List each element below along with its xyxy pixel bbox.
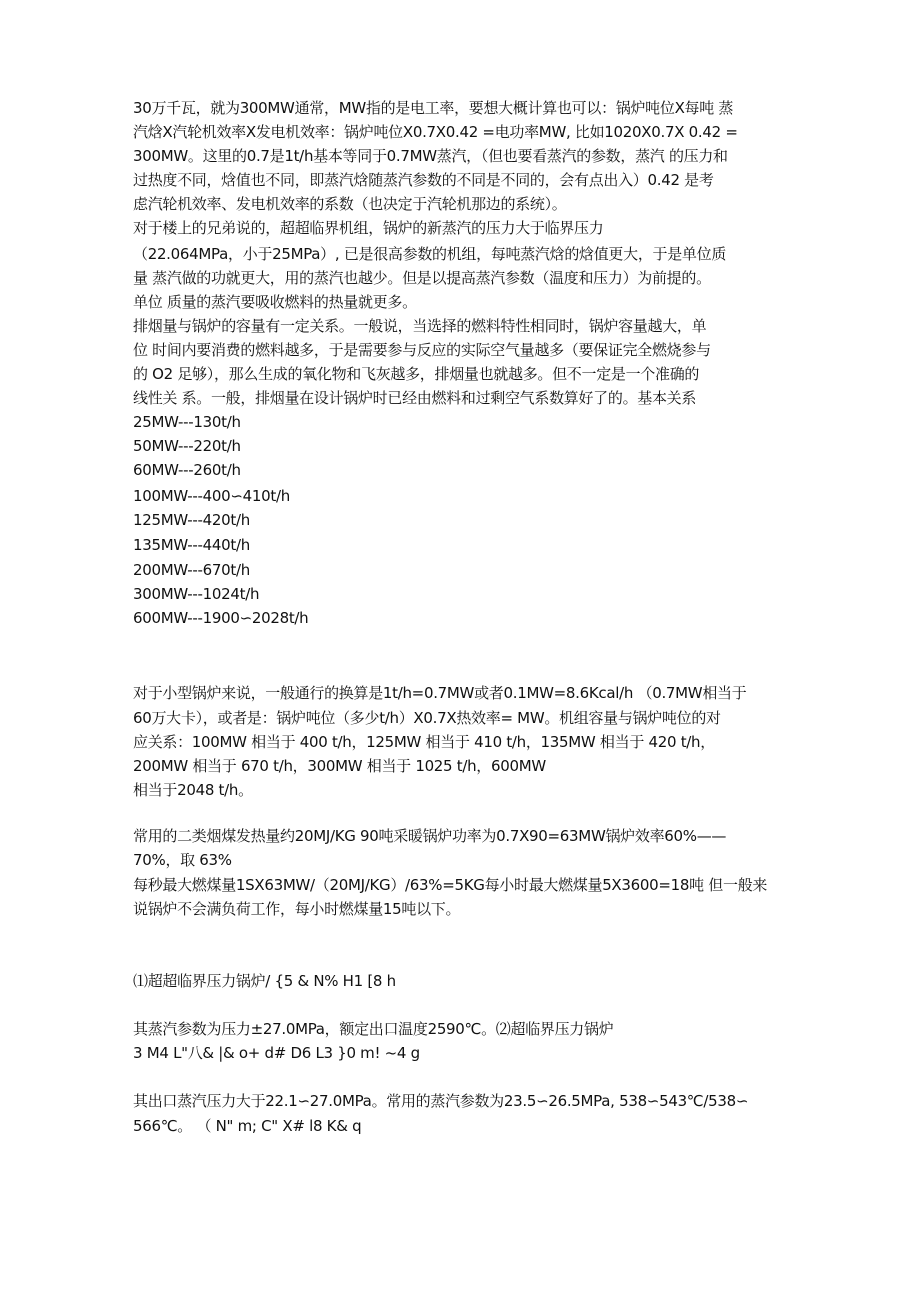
paragraph-coal-line: 每秒最大燃煤量1SX63MW/（20MJ/KG）/63%=5KG每小时最大燃煤量5X3600=18吨 但一般来 xyxy=(133,876,768,894)
capacity-list-line: 135MW---440t/h xyxy=(133,536,250,554)
paragraph-supercritical-params-line: 566℃。 （ N" m; C" X# l8 K& q xyxy=(133,1117,362,1135)
paragraph-supercritical-line: （22.064MPa，小于25MPa）, 已是很高参数的机组，每吨蒸汽焓的焓值更大，于是单位质 xyxy=(133,245,727,263)
paragraph-small-boiler-line: 应关系：100MW 相当于 400 t/h，125MW 相当于 410 t/h，135MW 相当于 420 t/h， xyxy=(133,733,715,751)
paragraph-small-boiler-line: 相当于2048 t/h。 xyxy=(133,781,253,799)
paragraph-coal-line: 说锅炉不会满负荷工作，每小时燃煤量15吨以下。 xyxy=(133,900,461,918)
paragraph-supercritical-line: 对于楼上的兄弟说的，超超临界机组，锅炉的新蒸汽的压力大于临界压力 xyxy=(133,219,604,237)
paragraph-supercritical-line: 单位 质量的蒸汽要吸收燃料的热量就更多。 xyxy=(133,293,417,311)
paragraph-power-calculation-line: 300MW。这里的0.7是1t/h基本等同于0.7MW蒸汽，（但也要看蒸汽的参数，蒸汽 的压力和 xyxy=(133,147,728,165)
capacity-list-line: 50MW---220t/h xyxy=(133,437,241,455)
heading-ultra-supercritical-line: ⑴超超临界压力锅炉/ {5 & N% H1 [8 h xyxy=(133,972,396,990)
paragraph-power-calculation-line: 汽焓X汽轮机效率X发电机效率：锅炉吨位X0.7X0.42 =电功率MW, 比如1020X0.7X 0.42 = xyxy=(133,123,738,141)
paragraph-supercritical-line: 量 蒸汽做的功就更大，用的蒸汽也越少。但是以提高蒸汽参数（温度和压力）为前提的。 xyxy=(133,269,711,287)
paragraph-flue-gas-line: 位 时间内要消费的燃料越多，于是需要参与反应的实际空气量越多（要保证完全燃烧参与 xyxy=(133,341,711,359)
capacity-list-line: 60MW---260t/h xyxy=(133,461,241,479)
paragraph-small-boiler-line: 60万大卡），或者是：锅炉吨位（多少t/h）X0.7X热效率= MW。机组容量与锅炉吨位的对 xyxy=(133,709,721,727)
capacity-list-line: 25MW---130t/h xyxy=(133,413,241,431)
paragraph-power-calculation-line: 过热度不同，焓值也不同，即蒸汽焓随蒸汽参数的不同是不同的，会有点出入）0.42 是考 xyxy=(133,171,714,189)
capacity-list-line: 200MW---670t/h xyxy=(133,561,250,579)
paragraph-small-boiler-line: 对于小型锅炉来说，一般通行的换算是1t/h=0.7MW或者0.1MW=8.6Kcal/h （0.7MW相当于 xyxy=(133,684,747,702)
paragraph-coal-line: 70%，取 63% xyxy=(133,851,232,869)
capacity-list-line: 125MW---420t/h xyxy=(133,511,250,529)
paragraph-small-boiler-line: 200MW 相当于 670 t/h，300MW 相当于 1025 t/h，600MW xyxy=(133,757,546,775)
paragraph-supercritical-params-line: 其出口蒸汽压力大于22.1∽27.0MPa。常用的蒸汽参数为23.5∽26.5MPa, 538∽543℃/538∽ xyxy=(133,1092,749,1110)
paragraph-power-calculation-line: 虑汽轮机效率、发电机效率的系数（也决定于汽轮机那边的系统）。 xyxy=(133,195,567,213)
paragraph-power-calculation-line: 30万千瓦，就为300MW通常，MW指的是电工率，要想大概计算也可以：锅炉吨位X每吨 蒸 xyxy=(133,99,734,117)
paragraph-coal-line: 常用的二类烟煤发热量约20MJ/KG 90吨采暖锅炉功率为0.7X90=63MW锅炉效率60%—— xyxy=(133,827,727,845)
capacity-list-line: 600MW---1900∽2028t/h xyxy=(133,609,309,627)
capacity-list-line: 300MW---1024t/h xyxy=(133,585,260,603)
paragraph-flue-gas-line: 线性关 系。一般，排烟量在设计锅炉时已经由燃料和过剩空气系数算好了的。基本关系 xyxy=(133,389,697,407)
capacity-list-line: 100MW---400∽410t/h xyxy=(133,487,290,505)
paragraph-ultra-supercritical-line: 其蒸汽参数为压力±27.0MPa，额定出口温度2590℃。⑵超临界压力锅炉 xyxy=(133,1020,614,1038)
paragraph-ultra-supercritical-line: 3 M4 L"八& |& o+ d# D6 L3 }0 m! ~4 g xyxy=(133,1044,420,1062)
paragraph-flue-gas-line: 的 O2 足够），那么生成的氧化物和飞灰越多，排烟量也就越多。但不一定是一个准确的 xyxy=(133,365,700,383)
paragraph-flue-gas-line: 排烟量与锅炉的容量有一定关系。一般说，当选择的燃料特性相同时，锅炉容量越大，单 xyxy=(133,317,707,335)
